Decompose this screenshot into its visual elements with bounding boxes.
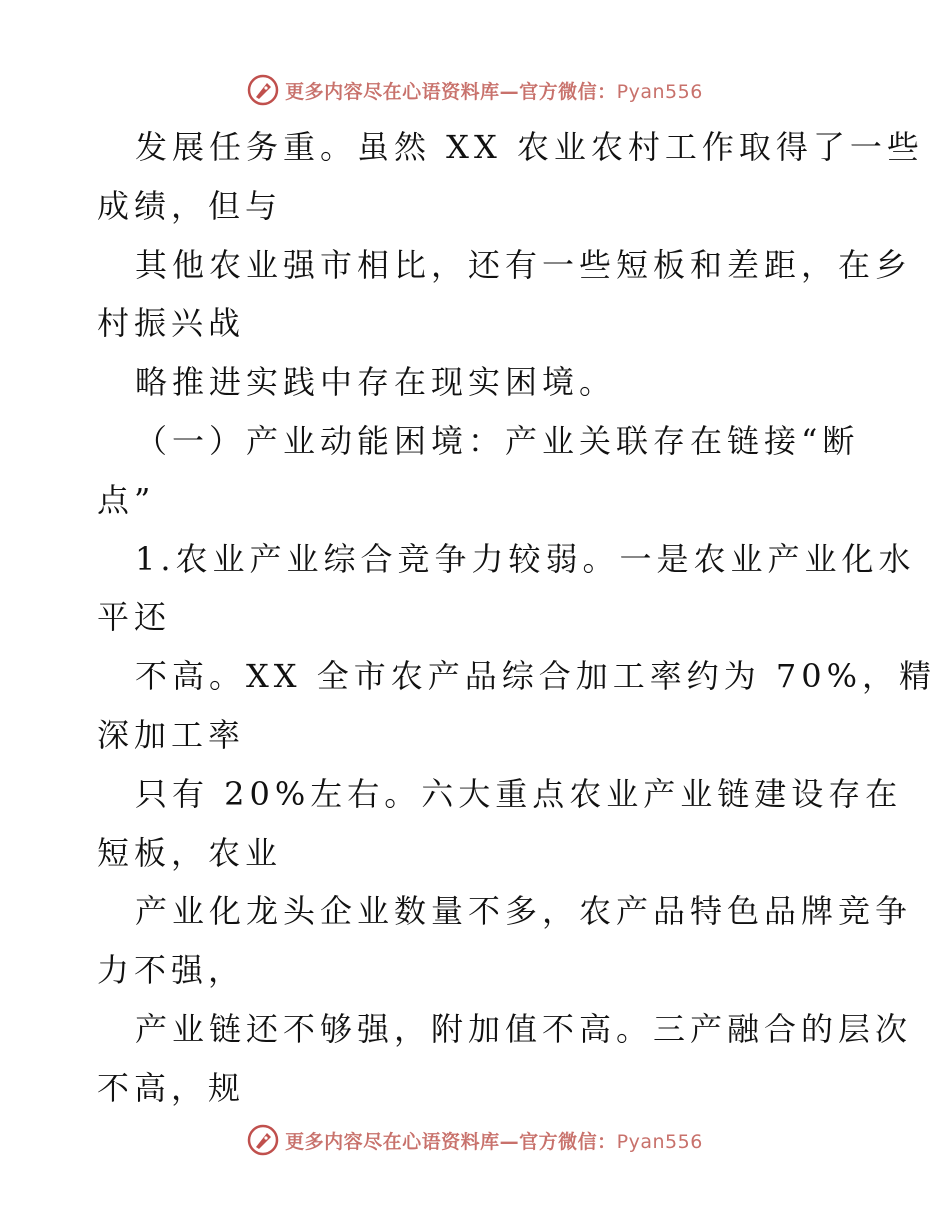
text-line: 深加工率 (97, 715, 246, 754)
text-line: 产业链还不够强，附加值不高。三产融合的层次 (135, 1009, 913, 1048)
text-line: 平还 (97, 598, 172, 637)
banner-label: 更多内容尽在心语资料库—官方微信： (285, 80, 617, 103)
footer-banner (0, 1120, 950, 1160)
pen-nib-logo-icon (247, 74, 279, 106)
pen-nib-logo-icon (247, 1124, 279, 1156)
text-line: 短板，农业 (97, 833, 283, 872)
text-line: 村振兴战 (97, 304, 246, 343)
text-line: 其他农业强市相比，还有一些短板和差距，在乡 (135, 245, 913, 284)
banner-text (285, 77, 703, 104)
text-line: 1.农业产业综合竞争力较弱。一是农业产业化水 (135, 539, 916, 578)
text-line: 点” (97, 480, 156, 519)
banner-label: 更多内容尽在心语资料库—官方微信： (285, 1130, 617, 1153)
text-line: 不高，规 (97, 1068, 246, 1107)
text-line: 只有 20%左右。六大重点农业产业链建设存在 (135, 774, 903, 813)
wechat-handle: Pyan556 (616, 1130, 703, 1153)
wechat-handle: Pyan556 (616, 80, 703, 103)
document-body (97, 118, 937, 1118)
banner-text (285, 1127, 703, 1154)
text-line: 力不强， (97, 951, 246, 990)
text-line: 产业化龙头企业数量不多，农产品特色品牌竞争 (135, 892, 913, 931)
text-line: 不高。XX 全市农产品综合加工率约为 70%，精 (135, 657, 937, 696)
text-line: 略推进实践中存在现实困境。 (135, 363, 617, 402)
header-banner (0, 70, 950, 110)
text-line: 成绩，但与 (97, 186, 283, 225)
text-line: （一）产业动能困境：产业关联存在链接“断 (135, 421, 860, 460)
text-line: 发展任务重。虽然 XX 农业农村工作取得了一些 (135, 128, 924, 166)
